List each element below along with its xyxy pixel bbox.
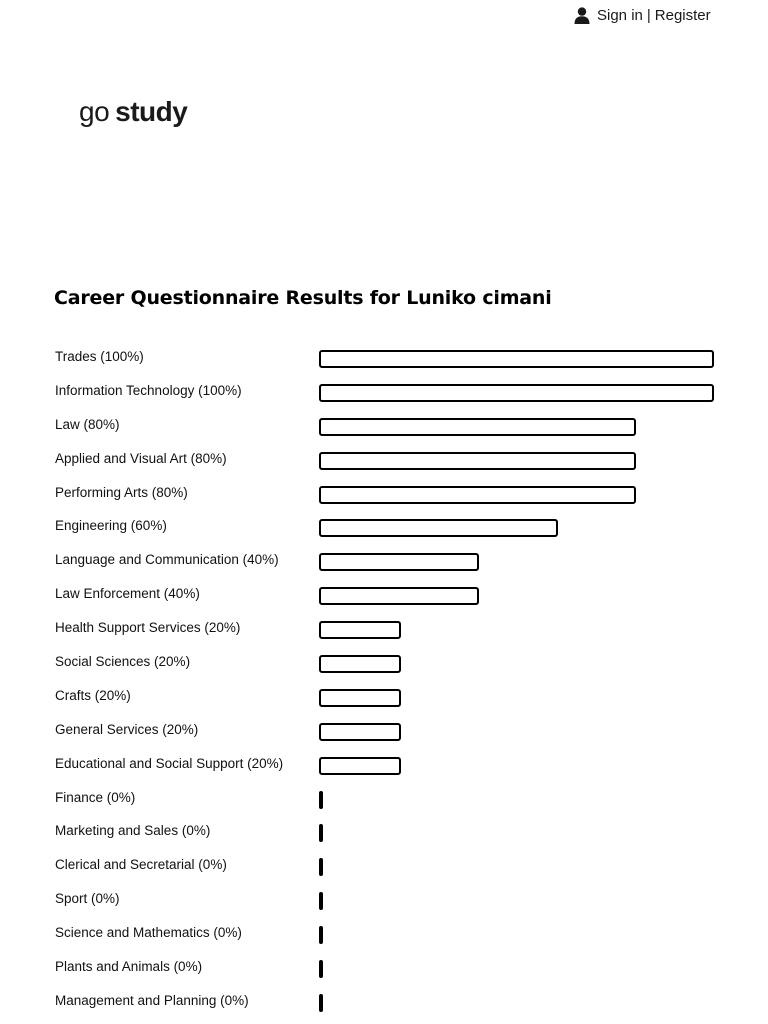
result-label: Trades (100%) bbox=[55, 349, 144, 364]
result-row bbox=[0, 612, 768, 646]
result-label: Applied and Visual Art (80%) bbox=[55, 450, 227, 466]
result-row bbox=[0, 782, 768, 816]
result-bar bbox=[319, 350, 714, 368]
result-bar bbox=[319, 418, 636, 436]
result-label: Engineering (60%) bbox=[55, 518, 167, 534]
result-row bbox=[0, 748, 768, 782]
result-row bbox=[0, 951, 768, 985]
result-label: Performing Arts (80%) bbox=[55, 484, 188, 500]
result-bar bbox=[319, 994, 323, 1012]
result-row bbox=[0, 544, 768, 578]
result-label: Information Technology (100%) bbox=[55, 382, 242, 398]
result-row bbox=[0, 917, 768, 951]
result-row bbox=[0, 680, 768, 714]
result-label: Management and Planning (0%) bbox=[55, 992, 249, 1008]
result-row bbox=[0, 646, 768, 680]
result-label: Language and Communication (40%) bbox=[55, 552, 279, 568]
result-row bbox=[0, 883, 768, 917]
result-label: Marketing and Sales (0%) bbox=[55, 823, 211, 839]
account-links bbox=[574, 4, 711, 26]
result-row bbox=[0, 341, 768, 375]
result-bar bbox=[319, 519, 558, 537]
result-bar bbox=[319, 621, 401, 639]
result-bar bbox=[319, 553, 479, 571]
result-label: Social Sciences (20%) bbox=[55, 654, 191, 670]
result-bar bbox=[319, 587, 479, 605]
result-label: Clerical and Secretarial (0%) bbox=[55, 857, 227, 873]
result-bar bbox=[319, 757, 401, 775]
result-bar bbox=[319, 384, 714, 402]
page-title: Career Questionnaire Results for Luniko cimani bbox=[54, 287, 552, 309]
link-separator: | bbox=[646, 6, 651, 24]
result-label: Law (80%) bbox=[55, 416, 120, 432]
result-row bbox=[0, 477, 768, 511]
result-bar bbox=[319, 926, 323, 944]
result-label: Finance (0%) bbox=[55, 789, 136, 805]
result-label: Science and Mathematics (0%) bbox=[55, 925, 242, 941]
result-label: Crafts (20%) bbox=[55, 687, 131, 703]
result-row bbox=[0, 409, 768, 443]
result-row bbox=[0, 714, 768, 748]
result-row bbox=[0, 985, 768, 1019]
result-label: Health Support Services (20%) bbox=[55, 620, 241, 636]
result-row bbox=[0, 849, 768, 883]
result-row bbox=[0, 443, 768, 477]
result-label: Educational and Social Support (20%) bbox=[55, 755, 284, 771]
result-bar bbox=[319, 858, 323, 876]
result-bar bbox=[319, 723, 401, 741]
result-bar bbox=[319, 892, 323, 910]
result-bar bbox=[319, 452, 636, 470]
result-bar bbox=[319, 791, 323, 809]
result-bar bbox=[319, 960, 323, 978]
result-label: Sport (0%) bbox=[55, 891, 120, 907]
result-row bbox=[0, 375, 768, 409]
result-bar bbox=[319, 824, 323, 842]
results-chart bbox=[0, 341, 768, 1019]
logo-text-go: go bbox=[79, 96, 110, 127]
result-bar bbox=[319, 689, 401, 707]
result-bar bbox=[319, 486, 636, 504]
result-row bbox=[0, 510, 768, 544]
logo-text-study: study bbox=[115, 96, 188, 127]
user-icon bbox=[574, 7, 590, 24]
sign-in-link[interactable]: Sign in bbox=[597, 6, 643, 24]
result-row bbox=[0, 578, 768, 612]
register-link[interactable]: Register bbox=[654, 6, 711, 24]
result-label: Law Enforcement (40%) bbox=[55, 586, 200, 602]
result-label: General Services (20%) bbox=[55, 721, 199, 737]
result-row bbox=[0, 815, 768, 849]
result-label: Plants and Animals (0%) bbox=[55, 959, 203, 975]
site-logo[interactable] bbox=[79, 96, 187, 128]
result-bar bbox=[319, 655, 401, 673]
